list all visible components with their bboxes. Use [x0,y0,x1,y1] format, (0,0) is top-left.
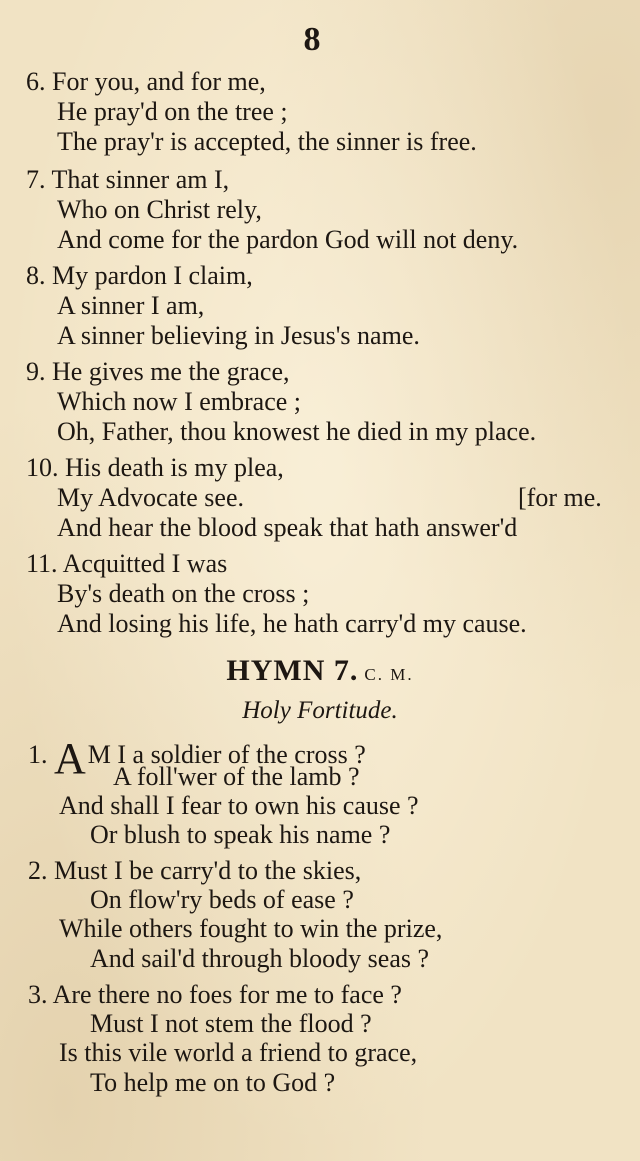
verse-text: Are there no foes for me to face ? [52,980,402,1009]
verse-11-line-3: And losing his life, he hath carry'd my cause. [57,609,527,638]
hymn-verse-2-line-2: On flow'ry beds of ease ? [90,885,354,914]
verse-10-line-3: And hear the blood speak that hath answer'd [57,513,518,542]
verse-7-line-3: And come for the pardon God will not deny. [57,225,519,254]
verse-9-line-1 [26,357,290,387]
verse-number: 2. [28,856,48,885]
verse-number: 6. [26,67,46,96]
hymn-verse-1-line-3: And shall I fear to own his cause ? [59,791,419,820]
page-number: 8 [303,21,321,58]
verse-7-line-2: Who on Christ rely, [57,195,262,224]
verse-text: Must I be carry'd to the skies, [54,856,362,885]
verse-number: 1. [28,740,48,769]
verse-8-line-2: A sinner I am, [57,291,205,320]
verse-text: My pardon I claim, [52,261,253,290]
verse-6-line-1 [26,67,266,97]
hymn-verse-2-line-3: While others fought to win the prize, [59,914,443,943]
hymn-verse-1-line-2: A foll'wer of the lamb ? [113,762,360,791]
verse-8-line-1 [26,261,253,291]
verse-10-line-2: My Advocate see. [57,483,245,512]
verse-text: That sinner am I, [51,165,230,194]
verse-number: 9. [26,357,46,386]
verse-7-line-1 [26,165,229,195]
verse-text: He gives me the grace, [52,357,290,386]
hymn-meter: C. M. [364,665,414,684]
verse-number: 10. [26,453,59,482]
verse-9-line-3: Oh, Father, thou knowest he died in my place. [57,417,537,446]
verse-text: M I a soldier of the cross ? [87,740,366,769]
verse-number: 8. [26,261,46,290]
drop-cap: A [54,734,86,783]
verse-number: 3. [28,980,48,1009]
verse-number: 7. [26,165,46,194]
hymn-verse-3-line-4: To help me on to God ? [90,1068,336,1097]
hymn-verse-3-line-2: Must I not stem the flood ? [90,1009,372,1038]
hymn-verse-2-line-1 [28,856,361,886]
verse-11-line-1 [26,549,227,579]
verse-6-line-2: He pray'd on the tree ; [57,97,288,126]
hymn-title [0,653,640,693]
verse-11-line-2: By's death on the cross ; [57,579,310,608]
hymn-verse-3-line-1 [28,980,402,1010]
verse-10-line-1 [26,453,284,483]
verse-9-line-2: Which now I embrace ; [57,387,302,416]
hymn-subtitle: Holy Fortitude. [242,697,398,724]
verse-8-line-3: A sinner believing in Jesus's name. [57,321,420,350]
verse-6-line-3: The pray'r is accepted, the sinner is free. [57,127,477,156]
hymn-verse-2-line-4: And sail'd through bloody seas ? [90,944,430,973]
verse-text: His death is my plea, [65,453,284,482]
hymn-verse-1-line-4: Or blush to speak his name ? [90,820,391,849]
verse-text: For you, and for me, [52,67,266,96]
verse-10-turnover: [for me. [518,483,602,512]
hymn-verse-3-line-3: Is this vile world a friend to grace, [59,1038,418,1067]
verse-text: Acquitted I was [62,549,228,578]
hymn-title-text: HYMN 7. [226,654,359,687]
verse-number: 11. [26,549,58,578]
